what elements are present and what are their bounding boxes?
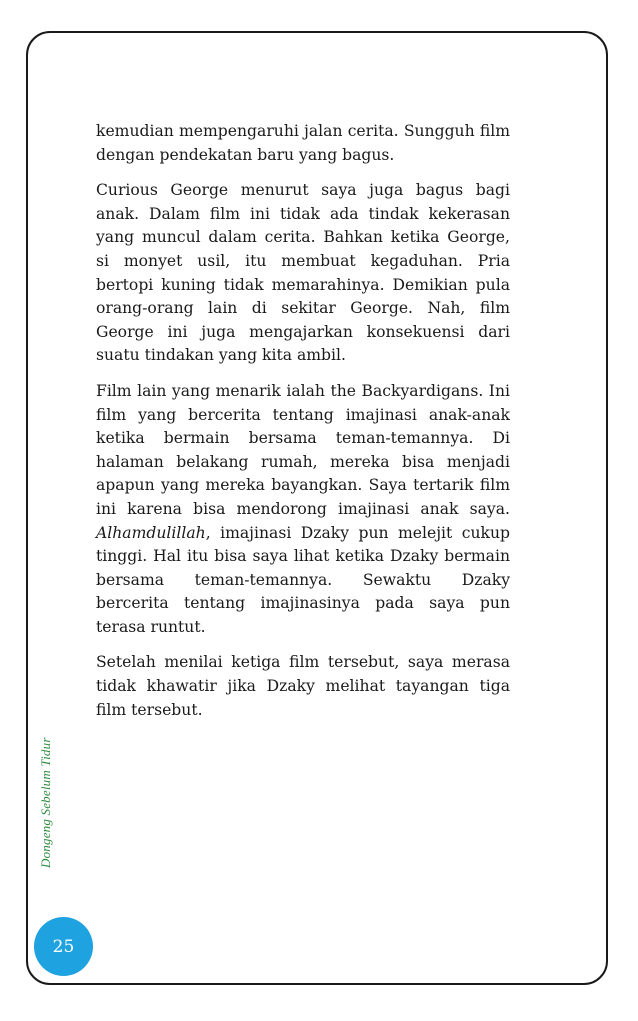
running-title: Dongeng Sebelum Tidur xyxy=(38,737,53,868)
paragraph-2: Curious George menurut saya juga bagus bagi anak. Dalam film ini tidak ada tindak kekerasan yang muncul dalam cerita. Bahkan ketika George, si monyet usil, itu membuat kegaduhan. Pria bertopi kuning tidak memarahinya. Demikian pula orang-orang lain di sekitar George. Nah, film George ini juga mengajarkan konsekuensi dari suatu tindakan yang kita ambil. xyxy=(96,181,510,365)
paragraph-1: kemudian mempengaruhi jalan cerita. Sungguh film dengan pendekatan baru yang bagus. xyxy=(96,122,510,164)
paragraph-3-text-b: , imajinasi Dzaky pun melejit cukup tinggi. Hal itu bisa saya lihat ketika Dzaky bermain bersama teman-temannya. Sewaktu Dzaky bercerita tentang imajinasinya pada saya pun terasa runtut. xyxy=(96,523,510,636)
page-number: 25 xyxy=(52,936,75,957)
paragraph-3-italic: Alhamdulillah xyxy=(96,523,206,542)
paragraph-4: Setelah menilai ketiga film tersebut, saya merasa tidak khawatir jika Dzaky melihat tayangan tiga film tersebut. xyxy=(96,653,510,719)
body-text xyxy=(96,120,510,734)
paragraph-3-text-a: Film lain yang menarik ialah the Backyardigans. Ini film yang bercerita tentang imajinasi anak-anak ketika bermain bersama teman-temannya. Di halaman belakang rumah, mereka bisa menjadi apapun yang mereka bayangkan. Saya tertarik film ini karena bisa mendorong imajinasi anak saya. xyxy=(96,381,510,518)
paragraph-3 xyxy=(96,380,510,640)
page-number-badge xyxy=(34,917,93,976)
